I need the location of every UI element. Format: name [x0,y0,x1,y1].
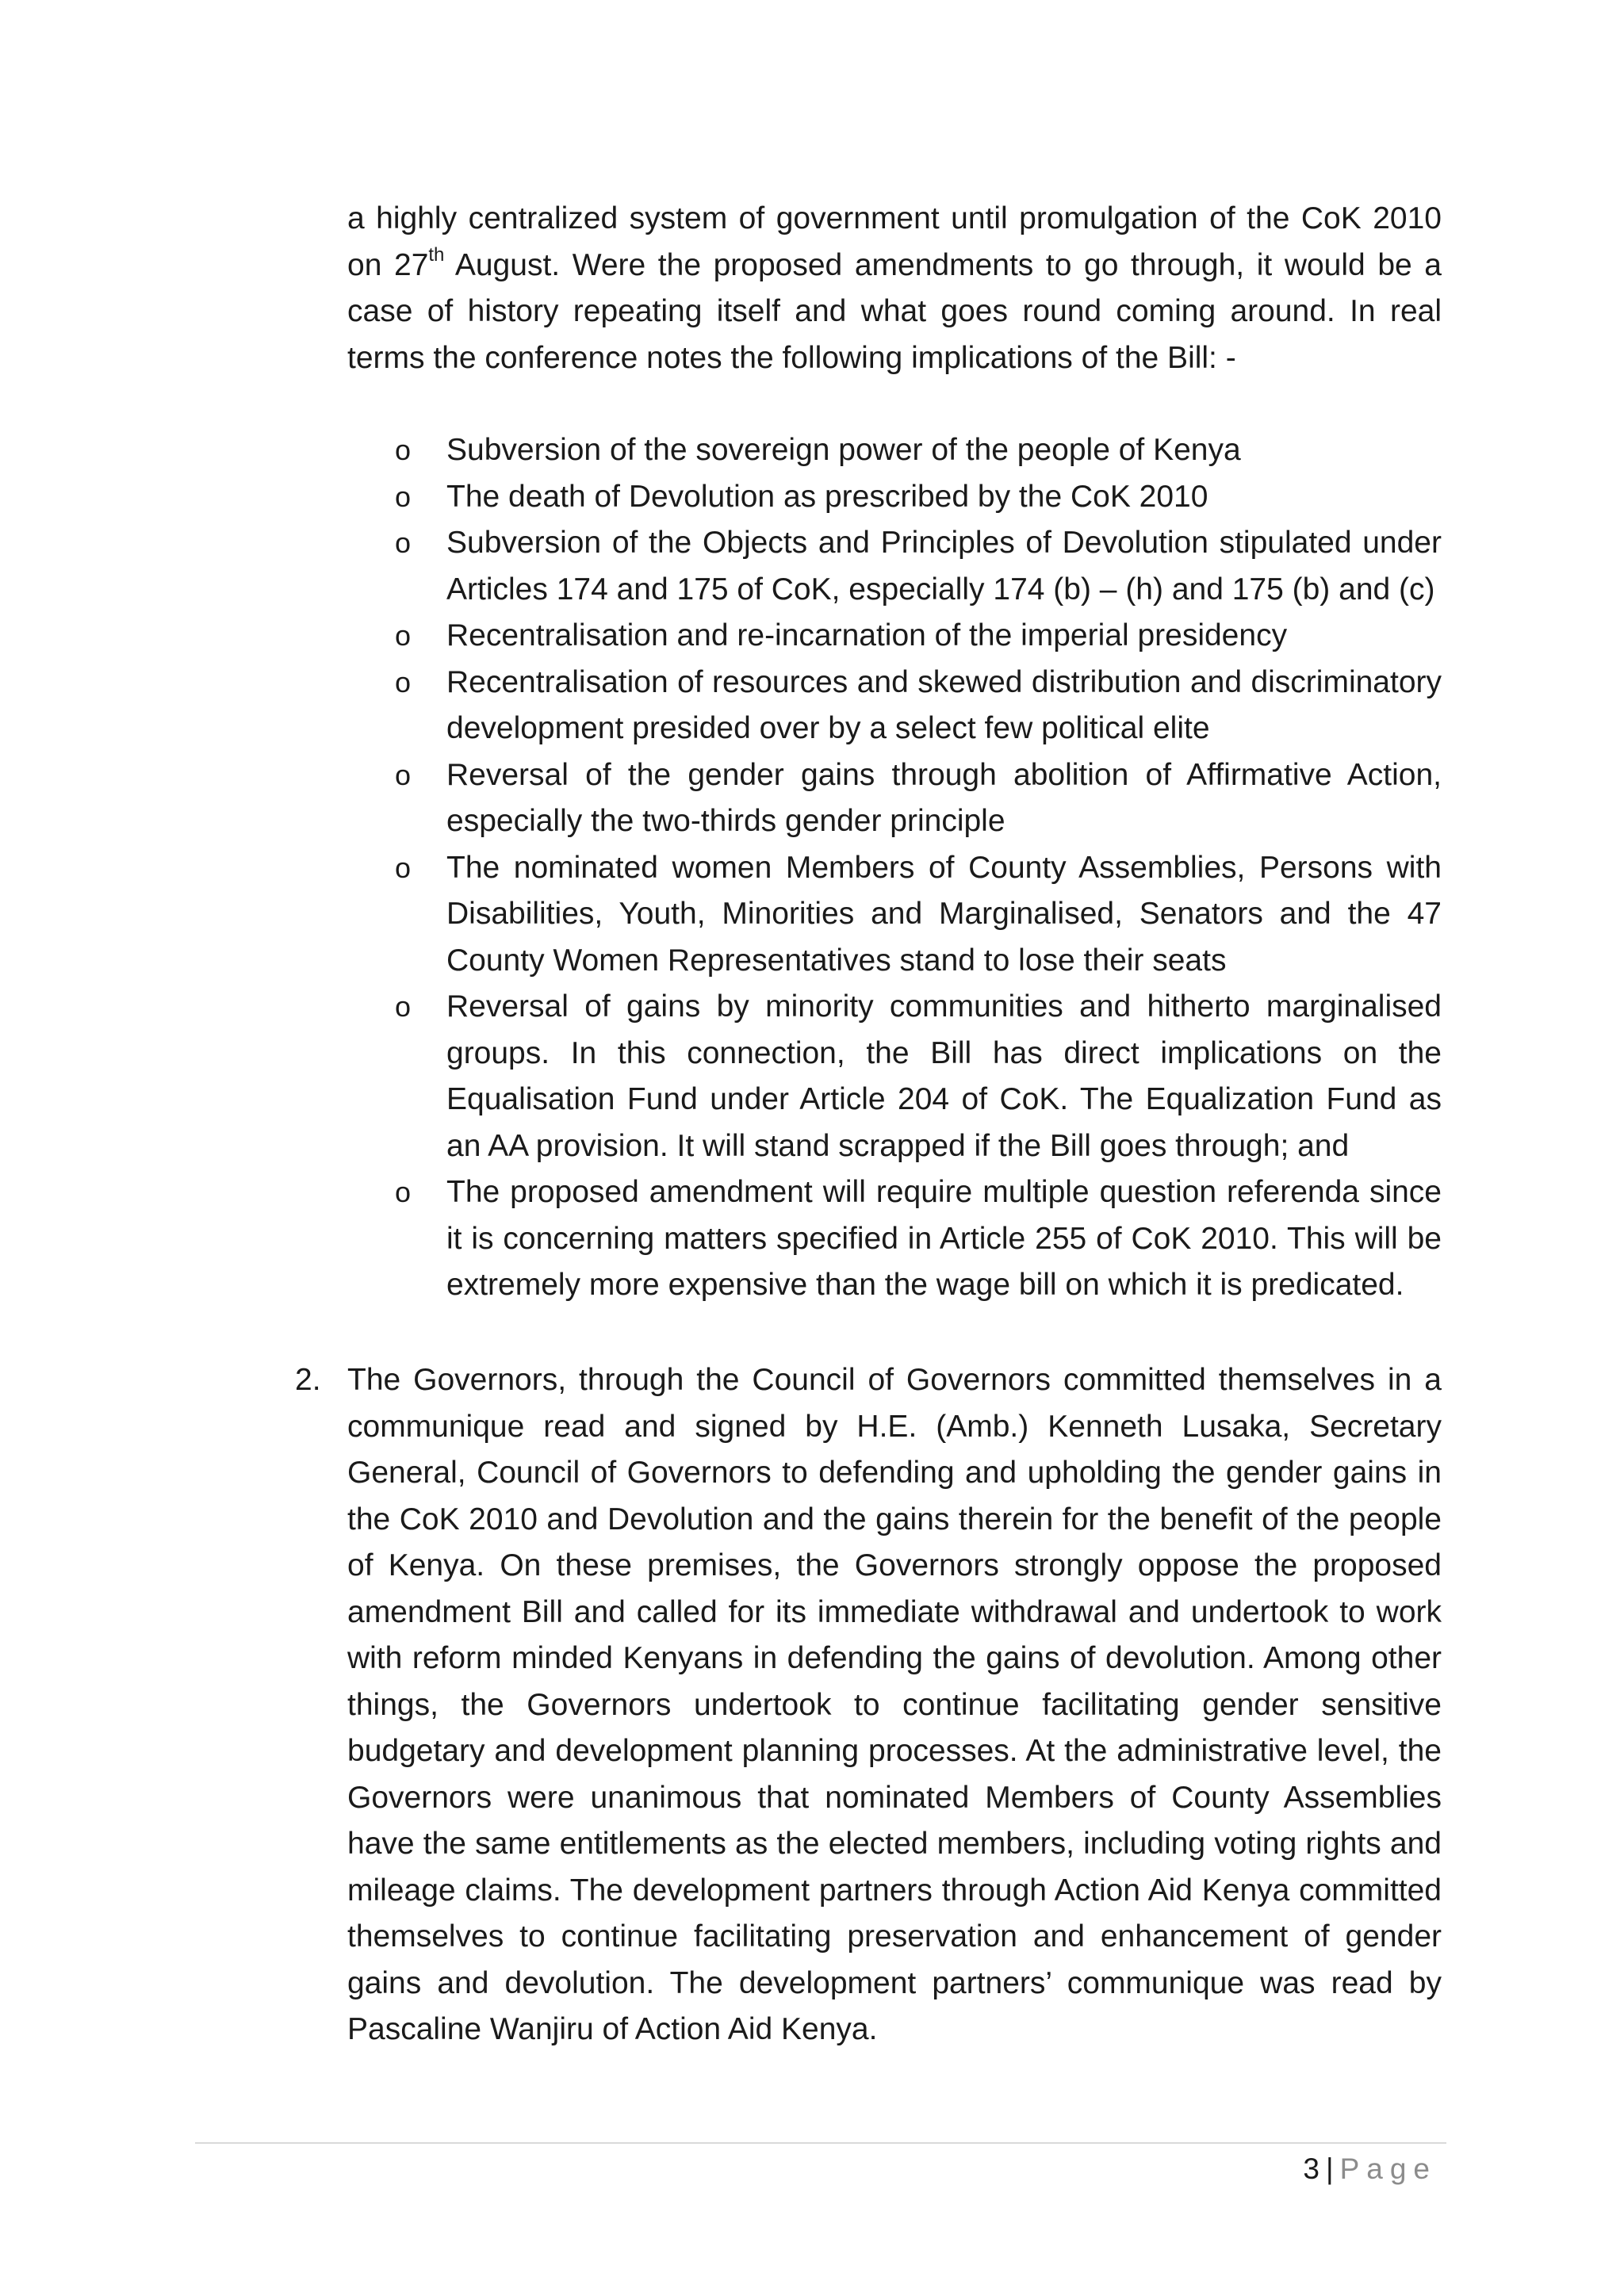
implications-list [347,427,1442,1309]
list-item [347,520,1442,613]
page-label: Page [1339,2152,1437,2185]
bullet-marker: o [395,434,412,466]
list-item-text: Reversal of gains by minority communities and hitherto marginalised groups. In this connection, the Bill has direct implications on the Equalisation Fund under Article 204 of CoK. The Equalization Fund as an AA provision. It will stand scrapped if the Bill goes through; and [446,989,1442,1163]
footer-separator: | [1325,2152,1334,2185]
intro-paragraph [347,196,1442,381]
list-item [347,613,1442,660]
list-item [347,427,1442,474]
page-footer [1303,2147,1437,2191]
bullet-marker: o [395,851,412,884]
list-item-text: The proposed amendment will require multiple question referenda since it is concerning matters specified in Article 255 of CoK 2010. This will be extremely more expensive than the wage bill on which it is predicated. [446,1175,1442,1302]
bullet-marker: o [395,1176,412,1208]
intro-line-2: August. Were the proposed amendments to go through, it would be a case of history repeating itself and what goes round coming around. In real terms the conference notes the following implications of the Bill: - [347,247,1442,375]
bullet-marker: o [395,480,412,513]
list-item-text: Recentralisation and re-incarnation of the imperial presidency [446,618,1288,652]
list-item-text: Recentralisation of resources and skewed distribution and discriminatory development presided over by a select few political elite [446,664,1442,745]
point-number: 2. [295,1363,321,1397]
bullet-marker: o [395,665,412,698]
page-number: 3 [1303,2152,1320,2185]
list-item-text: The nominated women Members of County Assemblies, Persons with Disabilities, Youth, Minorities and Marginalised, Senators and the 47 County Women Representatives stand to lose their seats [446,850,1442,978]
list-item [347,474,1442,521]
numbered-point-2 [295,1357,1442,2053]
footer-divider [195,2142,1446,2144]
intro-day: 27 [394,247,429,282]
list-item-text: Subversion of the sovereign power of the people of Kenya [446,433,1241,467]
list-item [347,660,1442,752]
bullet-marker: o [395,990,412,1023]
list-item [347,1169,1442,1309]
list-item-text: Subversion of the Objects and Principles of Devolution stipulated under Articles 174 and 175 of CoK, especially 174 (b) – (h) and 175 (b) and (c) [446,526,1442,607]
intro-line-1: a highly centralized system of government until promulgation of the CoK 2010 on [347,201,1442,282]
list-item [347,845,1442,985]
list-item [347,984,1442,1169]
list-item [347,752,1442,845]
list-item-text: Reversal of the gender gains through abolition of Affirmative Action, especially the two-thirds gender principle [446,757,1442,838]
bullet-marker: o [395,758,412,791]
intro-day-suffix: th [428,243,445,266]
list-item-text: The death of Devolution as prescribed by the CoK 2010 [446,479,1208,514]
bullet-marker: o [395,526,412,559]
point-2-text: The Governors, through the Council of Governors committed themselves in a communique read and signed by H.E. (Amb.) Kenneth Lusaka, Secretary General, Council of Governors to defending and upholding the gender gains in the CoK 2010 and Devolution and the gains therein for the benefit of the people of Kenya. On these premises, the Governors strongly oppose the proposed amendment Bill and called for its immediate withdrawal and undertook to work with reform minded Kenyans in defending the gains of devolution. Among other things, the Governors undertook to continue facilitating gender sensitive budgetary and development planning processes. At the administrative level, the Governors were unanimous that nominated Members of County Assemblies have the same entitlements as the elected members, including voting rights and mileage claims. The development partners through Action Aid Kenya committed themselves to continue facilitating preservation and enhancement of gender gains and devolution. The development partners’ communique was read by Pascaline Wanjiru of Action Aid Kenya. [347,1363,1442,2046]
bullet-marker: o [395,619,412,652]
